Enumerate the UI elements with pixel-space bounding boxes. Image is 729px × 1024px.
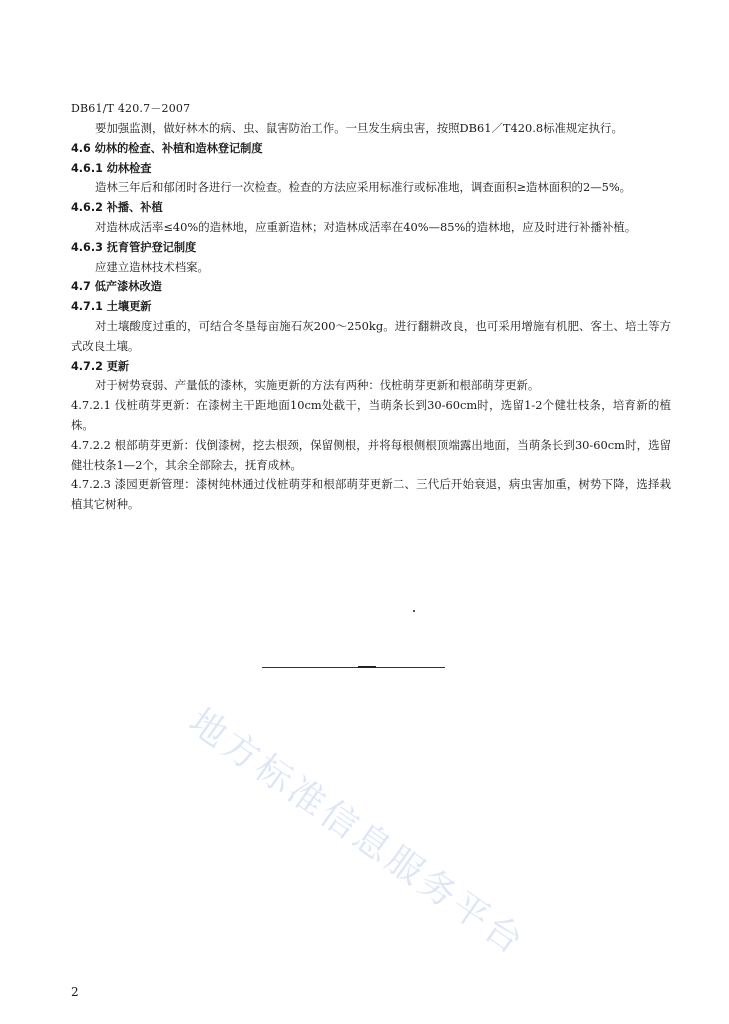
paragraph-young-forest-inspection: 造林三年后和郁闭时各进行一次检查。检查的方法应采用标准行或标准地，调查面积≥造林面积的2—5%。: [95, 180, 632, 195]
paragraph-pest-control: 要加强监测，做好林木的病、虫、鼠害防治工作。一旦发生病虫害，按照DB61／T420.8标准规定执行。: [95, 121, 623, 135]
heading-4-7: 4.7 低产漆林改造: [71, 280, 162, 294]
standard-code-header: DB61/T 420.7－2007: [71, 102, 191, 115]
paragraph-renewal-methods: 对于树势衰弱、产量低的漆林，实施更新的方法有两种：伐桩萌芽更新和根部萌芽更新。: [95, 378, 540, 393]
watermark-text: 地方标准信息服务平台: [181, 701, 533, 965]
stray-mark: [413, 610, 415, 612]
paragraph-4-7-2-3: 4.7.2.3 漆园更新管理：漆树纯林通过伐桩萌芽和根部萌芽更新二、三代后开始衰退，病虫害加重，树势下降，选择栽植其它树种。: [71, 477, 671, 512]
heading-4-6-3: 4.6.3 抚育管护登记制度: [71, 240, 197, 254]
paragraph-4-7-2-2: 4.7.2.2 根部萌芽更新：伐倒漆树，挖去根颈，保留侧根，并将每根侧根顶端露出地面，当萌条长到30-60cm时，选留健壮枝条1—2个，其余全部除去，抚育成林。: [71, 437, 671, 472]
heading-4-7-2: 4.7.2 更新: [71, 359, 130, 373]
heading-4-6-1: 4.6.1 幼林检查: [71, 161, 152, 175]
end-divider-mark: [358, 666, 376, 668]
paragraph-registration: 应建立造林技术档案。: [95, 259, 209, 274]
end-divider-line: [262, 667, 445, 668]
paragraph-4-7-2-1: 4.7.2.1 伐桩萌芽更新：在漆树主干距地面10cm处截干，当萌条长到30-60cm时，选留1-2个健壮枝条，培育新的植株。: [71, 398, 671, 432]
heading-4-6: 4.6 幼林的检查、补植和造林登记制度: [71, 141, 263, 155]
document-body: [71, 119, 671, 515]
paragraph-replanting: 对造林成活率≤40%的造林地，应重新造林；对造林成活率在40%—85%的造林地，应及时进行补播补植。: [95, 219, 637, 234]
heading-4-7-1: 4.7.1 土壤更新: [71, 300, 152, 314]
paragraph-soil-renewal: 对土壤酸度过重的，可结合冬垦每亩施石灰200～250kg。进行翻耕改良，也可采用增施有机肥、客土、培土等方式改良土壤。: [71, 318, 671, 353]
heading-4-6-2: 4.6.2 补播、补植: [71, 201, 163, 215]
page-number: 2: [71, 985, 79, 999]
